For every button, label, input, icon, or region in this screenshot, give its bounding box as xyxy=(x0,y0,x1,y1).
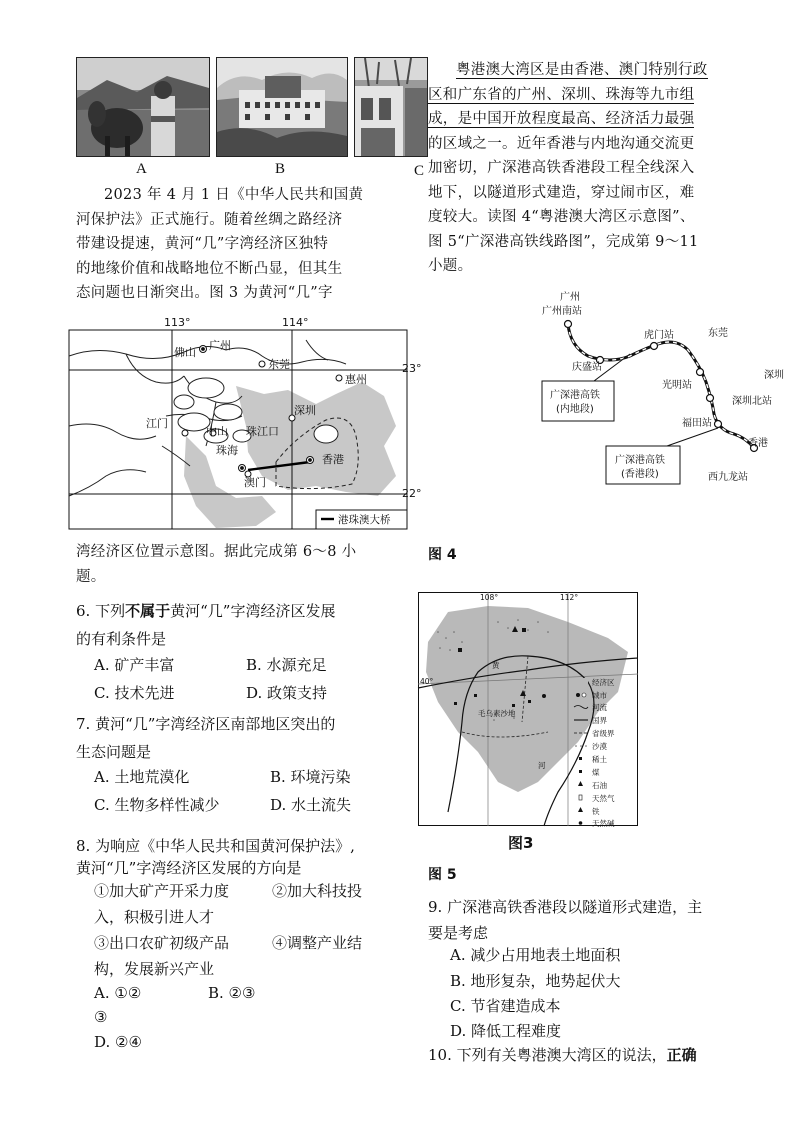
gba-city-huizhou: 惠州 xyxy=(345,373,367,386)
q7-option-a[interactable]: A. 土地荒漠化 xyxy=(94,768,190,786)
gba-lon-114: 114° xyxy=(282,316,309,329)
q8-item-2: ②加大科技投 xyxy=(272,882,363,900)
q9-option-d[interactable]: D. 降低工程难度 xyxy=(450,1022,562,1040)
photo-label-c: C xyxy=(414,163,425,179)
rail-dongguan: 东莞 xyxy=(708,328,728,339)
rail-box1-line1: 广深港高铁 xyxy=(550,390,600,401)
yr-legend-soda: 天然碱 xyxy=(592,819,615,828)
q6-option-c[interactable]: C. 技术先进 xyxy=(94,684,175,702)
intro-right-line-1 xyxy=(428,58,720,83)
gba-city-zhuhai: 珠海 xyxy=(216,444,238,457)
q6-option-a[interactable]: A. 矿产丰富 xyxy=(94,656,175,674)
photo-c xyxy=(354,57,428,157)
q8-stem-line2: 黄河“几”字湾经济区发展的方向是 xyxy=(76,859,302,877)
rail-guangzhou: 广州 xyxy=(560,292,580,303)
rail-shenzhen: 深圳 xyxy=(764,370,784,381)
yr-legend-rare-earth: 稀土 xyxy=(592,755,607,764)
q8-item-3: ③出口农矿初级产品 xyxy=(94,934,230,952)
q10-stem-pre: 10. 下列有关粤港澳大湾区的说法， xyxy=(428,1046,667,1064)
q8-stem-line1: 8. 为响应《中华人民共和国黄河保护法》, xyxy=(76,837,355,855)
q9-option-a[interactable]: A. 减少占用地表土地面积 xyxy=(450,946,621,964)
q9-stem-line1: 9. 广深港高铁香港段以隧道形式建造，主 xyxy=(428,898,703,916)
yr-lon-108: 108° xyxy=(480,593,499,602)
q7-stem-line2: 生态问题是 xyxy=(76,743,152,761)
q8-option-b[interactable]: B. ②③ xyxy=(208,984,256,1002)
q8-option-c[interactable]: ③ xyxy=(94,1008,108,1026)
gba-city-zhongshan: 中山 xyxy=(206,425,228,438)
gba-city-jiangmen: 江门 xyxy=(146,417,168,430)
fig5-label: 图 5 xyxy=(428,867,457,883)
rail-qingsheng: 庆盛站 xyxy=(572,362,602,373)
gba-city-dongguan: 东莞 xyxy=(268,358,290,371)
yr-legend-river: 河流 xyxy=(592,703,607,712)
q8-stem xyxy=(76,832,396,882)
gba-city-zhujiangkou: 珠江口 xyxy=(246,425,279,438)
rail-box2-line2: (香港段) xyxy=(621,469,659,480)
yr-map-caption: 图3 xyxy=(508,834,534,852)
yr-label-huang: 黄 xyxy=(492,661,500,670)
q8-option-d[interactable]: D. ②④ xyxy=(94,1033,142,1051)
q8-item-2-cont: 入，积极引进人才 xyxy=(94,908,215,926)
q8-item-1: ①加大矿产开采力度 xyxy=(94,882,230,900)
yr-legend-province: 省级界 xyxy=(592,729,615,738)
fig4-label: 图 4 xyxy=(428,547,457,563)
rail-box1-line2: (内地段) xyxy=(556,404,594,415)
q8-option-a[interactable]: A. ①② xyxy=(94,984,142,1002)
intro-right-line-9: 小题。 xyxy=(428,258,473,274)
q6-stem-post: 黄河“几”字湾经济区发展 xyxy=(170,602,336,620)
q8-item-4: ④调整产业结 xyxy=(272,934,363,952)
intro-right-line-2 xyxy=(428,83,720,108)
yr-lat-40: 40° xyxy=(420,677,434,686)
photo-a xyxy=(76,57,210,157)
rail-box2-line1: 广深港高铁 xyxy=(615,455,665,466)
intro-right-line-4: 的区域之一。近年香港与内地沟通交流更 xyxy=(428,135,695,152)
q8-item-4-cont: 构，发展新兴产业 xyxy=(94,960,215,978)
q9-option-b[interactable]: B. 地形复杂，地势起伏大 xyxy=(450,972,621,990)
intro-left-cont-line-2: 题。 xyxy=(76,568,106,585)
gba-city-guangzhou: 广州 xyxy=(209,339,231,352)
q9-stem xyxy=(428,893,728,947)
q10-stem xyxy=(428,1041,728,1069)
intro-left-line-4: 的地缘价值和战略地位不断凸显，但其生 xyxy=(76,260,343,277)
intro-right xyxy=(428,58,720,279)
intro-right-line-3-text: 成，是中国开放程度最高、经济活力最强 xyxy=(428,111,695,127)
photo-label-a: A xyxy=(136,161,147,177)
q6-stem-line2: 的有利条件是 xyxy=(76,630,167,648)
rail-map xyxy=(530,284,794,492)
gba-city-shenzhen: 深圳 xyxy=(294,404,316,417)
rail-west-kowloon: 西九龙站 xyxy=(708,472,748,483)
yr-legend-coal: 煤 xyxy=(592,768,600,777)
yr-legend-zone: 经济区 xyxy=(592,678,615,687)
gba-lat-22: 22° xyxy=(402,487,422,500)
q6-option-d[interactable]: D. 政策支持 xyxy=(246,684,328,702)
rail-guangming: 光明站 xyxy=(662,380,692,391)
intro-left xyxy=(76,183,366,306)
q6-option-b[interactable]: B. 水源充足 xyxy=(246,656,327,674)
photo-label-b: B xyxy=(275,161,286,177)
intro-right-line-8: 图 5“广深港高铁线路图”，完成第 9～11 xyxy=(428,233,699,250)
q7-option-c[interactable]: C. 生物多样性减少 xyxy=(94,796,220,814)
yr-legend-oil: 石油 xyxy=(592,781,607,790)
yr-legend-desert: 沙漠 xyxy=(592,742,607,751)
intro-left-line-5: 态问题也日渐突出。图 3 为黄河“几”字 xyxy=(76,285,333,301)
gba-map xyxy=(66,316,422,534)
rail-futian: 福田站 xyxy=(682,418,712,429)
yr-label-he: 河 xyxy=(538,761,546,770)
q6-stem-pre: 6. 下列 xyxy=(76,602,126,620)
intro-left-line-2: 河保护法》正式施行。随着丝绸之路经济 xyxy=(76,211,343,228)
intro-left-line-1: 2023 年 4 月 1 日《中华人民共和国黄 xyxy=(104,187,364,203)
intro-right-line-6: 地下，以隧道形式建造，穿过闹市区，难 xyxy=(428,184,695,201)
q10-stem-bold: 正确 xyxy=(666,1046,697,1064)
yr-legend-gas: 天然气 xyxy=(592,794,615,803)
yr-lon-112: 112° xyxy=(560,593,579,602)
q6-stem-bold: 不属于 xyxy=(125,602,171,620)
gba-city-macau: 澳门 xyxy=(244,476,266,489)
rail-guangzhou-south: 广州南站 xyxy=(542,306,582,317)
gba-city-hongkong: 香港 xyxy=(322,453,344,466)
intro-right-line-5: 加密切，广深港高铁香港段工程全线深入 xyxy=(428,160,695,176)
q7-option-d[interactable]: D. 水土流失 xyxy=(270,796,352,814)
intro-right-line-2-text: 区和广东省的广州、深圳、珠海等九市组 xyxy=(428,86,695,103)
gba-legend-bridge: 港珠澳大桥 xyxy=(338,514,391,526)
gba-city-foshan: 佛山 xyxy=(174,346,196,359)
q7-stem xyxy=(76,710,376,766)
rail-humen: 虎门站 xyxy=(644,330,674,341)
intro-left-cont-line-1: 湾经济区位置示意图。据此完成第 6～8 小 xyxy=(76,544,357,560)
photo-b xyxy=(216,57,348,157)
q9-stem-line2: 要是考虑 xyxy=(428,924,489,942)
intro-right-line-7: 度较大。读图 4“粤港澳大湾区示意图”、 xyxy=(428,209,695,225)
rail-hongkong: 香港 xyxy=(748,438,768,449)
q6-stem xyxy=(76,597,376,653)
intro-left-cont xyxy=(76,540,376,589)
gba-lon-113: 113° xyxy=(164,316,191,329)
yr-legend-border: 国界 xyxy=(592,716,607,725)
q9-option-c[interactable]: C. 节省建造成本 xyxy=(450,997,561,1015)
q7-stem-line1: 7. 黄河“几”字湾经济区南部地区突出的 xyxy=(76,715,336,733)
intro-right-line-3 xyxy=(428,107,720,132)
yr-label-desert: 毛乌素沙地 xyxy=(478,709,516,718)
intro-right-line-1-text: 粤港澳大湾区是由香港、澳门特别行政 xyxy=(456,62,708,78)
intro-left-line-3: 带建设提速，黄河“几”字湾经济区独特 xyxy=(76,236,329,252)
rail-shenzhen-north: 深圳北站 xyxy=(732,396,772,407)
yr-legend-iron: 铁 xyxy=(592,807,600,816)
yr-map xyxy=(418,592,638,828)
q7-option-b[interactable]: B. 环境污染 xyxy=(270,768,351,786)
gba-lat-23: 23° xyxy=(402,362,422,375)
yr-legend-city: 城市 xyxy=(592,691,607,700)
